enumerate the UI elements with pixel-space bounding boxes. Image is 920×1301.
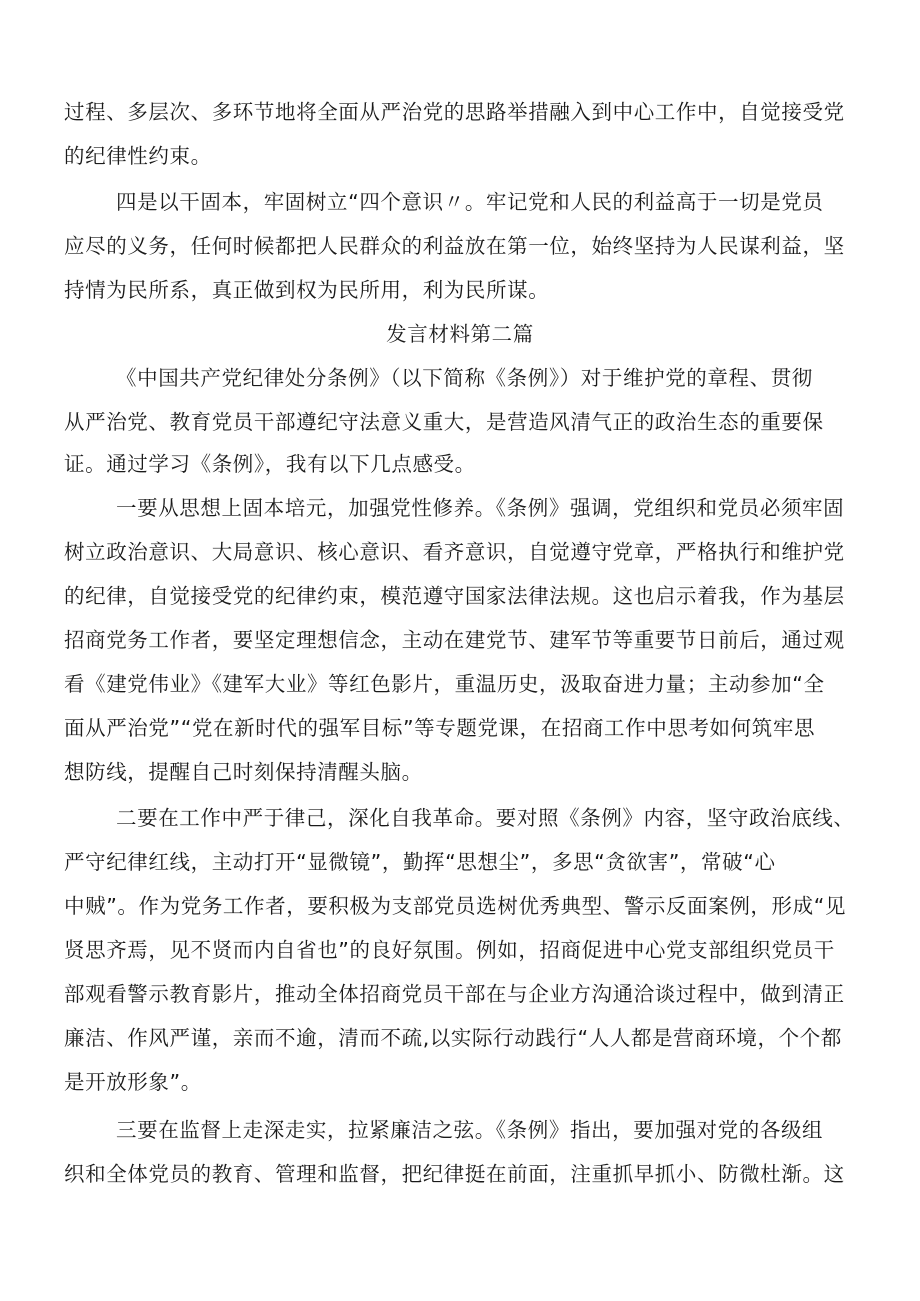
text-line: 的纪律性约束。 <box>64 144 212 168</box>
paragraph-start-line: 四是以干固本，牢固树立“四个意识〃。牢记党和人民的利益高于一切是党员 <box>116 190 824 214</box>
text-line: 想防线，提醒自己时刻保持清醒头脑。 <box>64 760 423 784</box>
text-line: 严守纪律红线，主动打开“显微镜”，勤挥“思想尘”，多思“贪欲害”，常破“心 <box>64 850 776 874</box>
paragraph-start-line: 一要从思想上固本培元，加强党性修养。《条例》强调，党组织和党员必须牢固 <box>116 496 845 520</box>
text-line: 招商党务工作者，要坚定理想信念，主动在建党节、建军节等重要节日前后，通过观 <box>64 628 845 652</box>
text-line: 树立政治意识、大局意识、核心意识、看齐意识，自觉遵守党章，严格执行和维护党 <box>64 540 845 564</box>
text-line: 持情为民所系，真正做到权为民所用，利为民所谋。 <box>64 278 550 302</box>
text-line: 部观看警示教育影片，推动全体招商党员干部在与企业方沟通洽谈过程中，做到清正 <box>64 982 845 1006</box>
text-line: 应尽的义务，任何时候都把人民群众的利益放在第一位，始终坚持为人民谋利益，坚 <box>64 234 845 258</box>
text-line: 从严治党、教育党员干部遵纪守法意义重大，是营造风清气正的政治生态的重要保 <box>64 410 824 434</box>
paragraph-start-line: 二要在工作中严于律己，深化自我革命。要对照《条例》内容，坚守政治底线、 <box>116 806 855 830</box>
text-line: 看《建党伟业》《建军大业》等红色影片，重温历史，汲取奋进力量；主动参加“全 <box>64 672 825 696</box>
text-line: 过程、多层次、多环节地将全面从严治党的思路举措融入到中心工作中，自觉接受党 <box>64 100 845 124</box>
text-line: 面从严治党”“党在新时代的强军目标”等专题党课，在招商工作中思考如何筑牢思 <box>64 716 816 740</box>
text-line: 中贼”。作为党务工作者，要积极为支部党员选树优秀典型、警示反面案例，形成“见 <box>64 894 847 918</box>
text-line: 是开放形象”。 <box>64 1070 202 1094</box>
paragraph-start-line: 三要在监督上走深走实，拉紧廉洁之弦。《条例》指出，要加强对党的各级组 <box>116 1118 824 1142</box>
text-line: 廉洁、作风严谨，亲而不逾，清而不疏,以实际行动践行“人人都是营商环境，个个都 <box>64 1026 842 1050</box>
text-line: 证。通过学习《条例》，我有以下几点感受。 <box>64 452 476 476</box>
text-line: 织和全体党员的教育、管理和监督，把纪律挺在前面，注重抓早抓小、防微杜渐。这 <box>64 1162 845 1186</box>
text-line: 贤思齐焉，见不贤而内自省也”的良好氛围。例如，招商促进中心党支部组织党员干 <box>64 938 835 962</box>
section-heading: 发言材料第二篇 <box>386 322 534 346</box>
paragraph-start-line: 《中国共产党纪律处分条例》（以下简称《条例》）对于维护党的章程、贯彻 <box>116 366 813 390</box>
text-line: 的纪律，自觉接受党的纪律约束，模范遵守国家法律法规。这也启示着我，作为基层 <box>64 584 845 608</box>
